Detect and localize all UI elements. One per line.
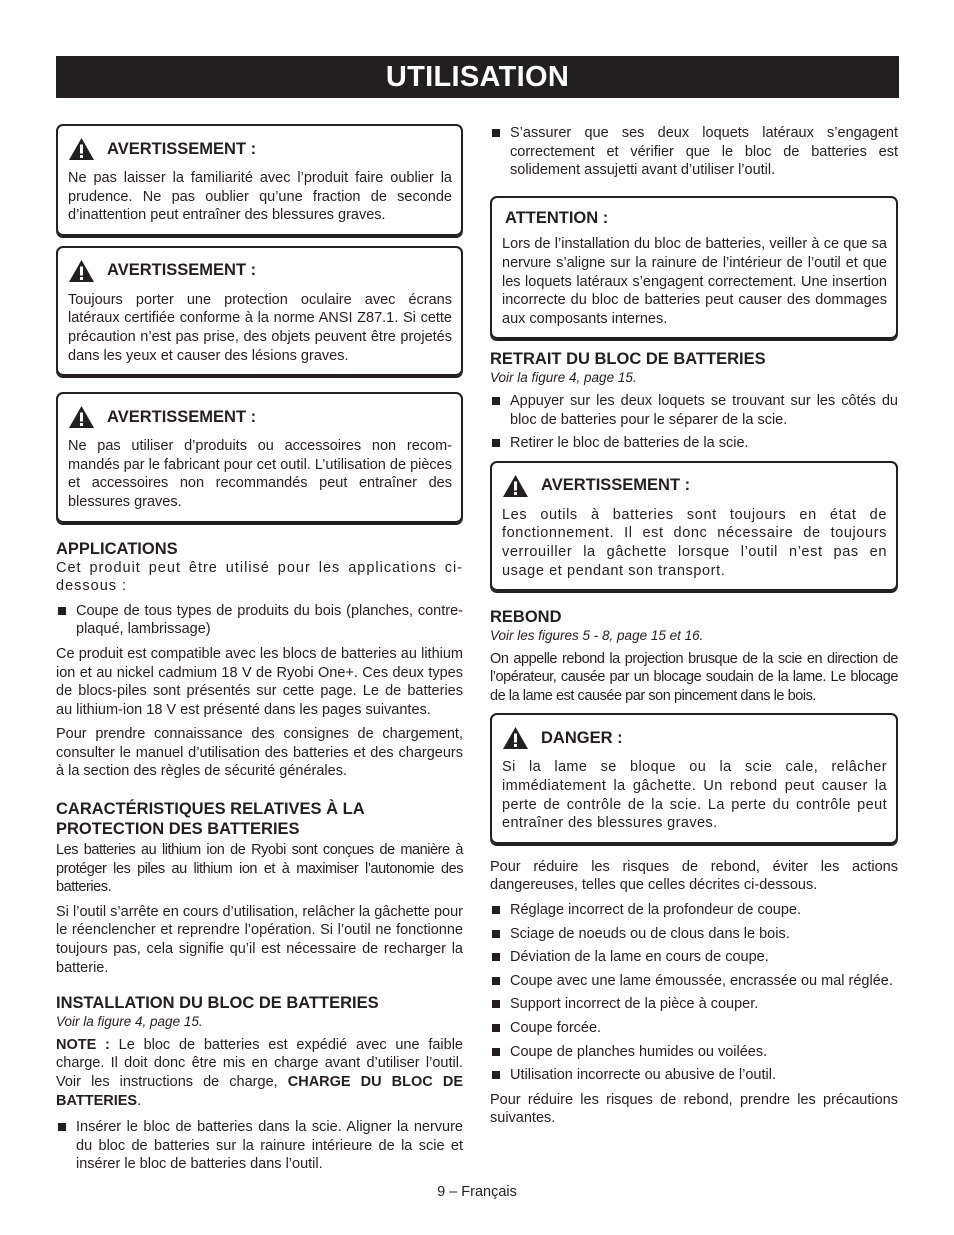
reduce-section <box>490 858 898 1128</box>
page-footer: 9 – Français <box>437 1184 517 1200</box>
bullet-list <box>490 124 898 180</box>
warning-text: Les outils à batteries sont toujours en état de fonctionnement. Il est donc nécessaire de toujours verrouiller la gâchette lorsque l’outil n’est pas en usage et pendant son transport. <box>502 506 887 579</box>
section-heading: RETRAIT DU BLOC DE BATTERIES <box>490 350 766 369</box>
section-heading: REBOND <box>490 608 562 627</box>
warning-text: Toujours porter une protection oculaire avec écrans latéraux certifiée conforme à la norme ANSI Z87.1. Si cette précaution n’est pas prise, des objets peuvent être projetés dans les yeux et causer des lésions graves. <box>68 291 452 364</box>
attention-text: Lors de l’installation du bloc de batteries, veiller à ce que sa nervure s’aligne sur la rainure de l’intérieur de l’outil et que les loquets latéraux s’engagent correctement. Une insertion incorrecte du bloc de batteries peut causer des dommages aux composants internes. <box>502 236 887 327</box>
warning-triangle-icon <box>68 405 95 429</box>
section-banner <box>56 56 899 98</box>
warning-title: AVERTISSEMENT : <box>541 476 691 495</box>
installation-section <box>56 993 463 1174</box>
retrait-section <box>490 349 898 452</box>
list-item: Support incorrect de la pièce à couper. <box>490 995 898 1014</box>
paragraph: Les batteries au lithium ion de Ryobi sont conçues de manière à protéger les piles au lithium ion et à maximiser l’autonomie des batteries. <box>56 842 463 896</box>
section-heading: CARACTÉRISTIQUES RELATIVES À LA PROTECTION DES BATTERIES <box>56 800 365 839</box>
list-item: Déviation de la lame en cours de coupe. <box>490 948 898 967</box>
list-item: Réglage incorrect de la profondeur de coupe. <box>490 901 898 920</box>
paragraph: Pour réduire les risques de rebond, éviter les actions dangereuses, telles que celles décrites ci-dessous. <box>490 858 898 894</box>
danger-box <box>490 713 898 843</box>
list-item: Utilisation incorrecte ou abusive de l’outil. <box>490 1066 898 1085</box>
warning-triangle-icon <box>502 474 529 498</box>
bullet-list <box>56 602 463 639</box>
list-item: Coupe avec une lame émoussée, encrassée ou mal réglée. <box>490 972 898 991</box>
list-item: Sciage de noeuds ou de clous dans le bois. <box>490 925 898 944</box>
list-item: Appuyer sur les deux loquets se trouvant sur les côtés du bloc de batteries pour le séparer de la scie. <box>490 392 898 429</box>
paragraph: Pour prendre connaissance des consignes de chargement, consulter le manuel d’utilisation des batteries et des chargeurs à la section des règles de sécurité générales. <box>56 726 463 780</box>
warning-text: Ne pas utiliser d’produits ou accessoires non recom-mandés par le fabricant pour cet outil. L’utilisation de pièces et accessoires non recommandés peut entraîner des blessures graves. <box>68 438 452 510</box>
warning-triangle-icon <box>502 726 529 750</box>
danger-title: DANGER : <box>541 729 623 748</box>
list-item: Coupe de planches humides ou voilées. <box>490 1043 898 1062</box>
list-item: Retirer le bloc de batteries de la scie. <box>490 434 898 453</box>
left-column <box>56 124 463 1180</box>
paragraph: On appelle rebond la projection brusque de la scie en direction de l’opérateur, causée par un blocage soudain de la lame. Le blocage de la lame est causée par son pincement dans le bois. <box>490 650 898 704</box>
warning-title: AVERTISSEMENT : <box>107 139 257 158</box>
list-item: Coupe de tous types de produits du bois (planches, contre-plaqué, lambrissage) <box>56 602 463 639</box>
list-item: S’assurer que ses deux loquets latéraux s’engagent correctement et vérifier que le bloc de batteries est solidement assujetti avant d’utiliser l’outil. <box>490 124 898 180</box>
paragraph: Cet produit peut être utilisé pour les applications ci-dessous : <box>56 559 463 595</box>
attention-title: ATTENTION : <box>505 208 609 227</box>
bullet-list <box>56 1118 463 1174</box>
warning-box-battery <box>490 461 898 591</box>
warning-title: AVERTISSEMENT : <box>107 261 257 280</box>
bullet-list <box>490 392 898 453</box>
warning-triangle-icon <box>68 259 95 283</box>
figure-reference: Voir la figure 4, page 15. <box>490 370 637 386</box>
paragraph: Si l’outil s’arrête en cours d’utilisation, relâcher la gâchette pour le réenclencher et reprendre l’opération. Si l’outil ne fonctionne toujours pas, cela signifie qu’il est nécessaire de recharger la batterie. <box>56 903 463 976</box>
rebond-section <box>490 607 898 705</box>
section-heading: APPLICATIONS <box>56 539 178 558</box>
section-heading: INSTALLATION DU BLOC DE BATTERIES <box>56 994 379 1013</box>
applications-section <box>56 539 463 782</box>
paragraph: Ce produit est compatible avec les blocs de batteries au lithium ion et au nickel cadmium 18 V de Ryobi One+. Ces deux types de blocs-piles sont présentés sur cette page. Le de batteries au lithium-ion 18 V est présenté dans les pages suivantes. <box>56 645 463 718</box>
warning-triangle-icon <box>68 137 95 161</box>
warning-box-familiarity <box>56 124 463 236</box>
bullet-list <box>490 901 898 1085</box>
warning-title: AVERTISSEMENT : <box>107 407 257 426</box>
list-item: Insérer le bloc de batteries dans la scie. Aligner la nervure du bloc de batteries sur la rainure intérieure de la scie et insérer le bloc de batteries dans l’outil. <box>56 1118 463 1174</box>
right-column <box>490 124 898 1134</box>
page-title: UTILISATION <box>385 61 570 93</box>
protection-section <box>56 799 463 977</box>
paragraph: Pour réduire les risques de rebond, prendre les précautions suivantes. <box>490 1091 898 1127</box>
list-item: Coupe forcée. <box>490 1019 898 1038</box>
note-paragraph: NOTE : Le bloc de batteries est expédié avec une faible charge. Il doit donc être mis en charge avant d’utiliser l’outil. Voir les instructions de charge, CHARGE DU BLOC DE BATTERIES. <box>56 1036 463 1109</box>
figure-reference: Voir les figures 5 - 8, page 15 et 16. <box>490 628 704 644</box>
warning-box-accessories <box>56 392 463 522</box>
danger-text: Si la lame se bloque ou la scie cale, relâcher immédiatement la gâchette. Un rebond peut causer la perte de contrôle de la scie. La perte du contrôle peut entraîner des blessures graves. <box>502 759 887 832</box>
warning-text: Ne pas laisser la familiarité avec l’produit faire oublier la prudence. Ne pas oublier qu’une fraction de seconde d’inattention peut entraîner des blessures graves. <box>68 170 452 224</box>
attention-box <box>490 196 898 340</box>
note-label: NOTE : <box>56 1036 110 1053</box>
figure-reference: Voir la figure 4, page 15. <box>56 1014 203 1030</box>
warning-box-eye-protection <box>56 246 463 376</box>
